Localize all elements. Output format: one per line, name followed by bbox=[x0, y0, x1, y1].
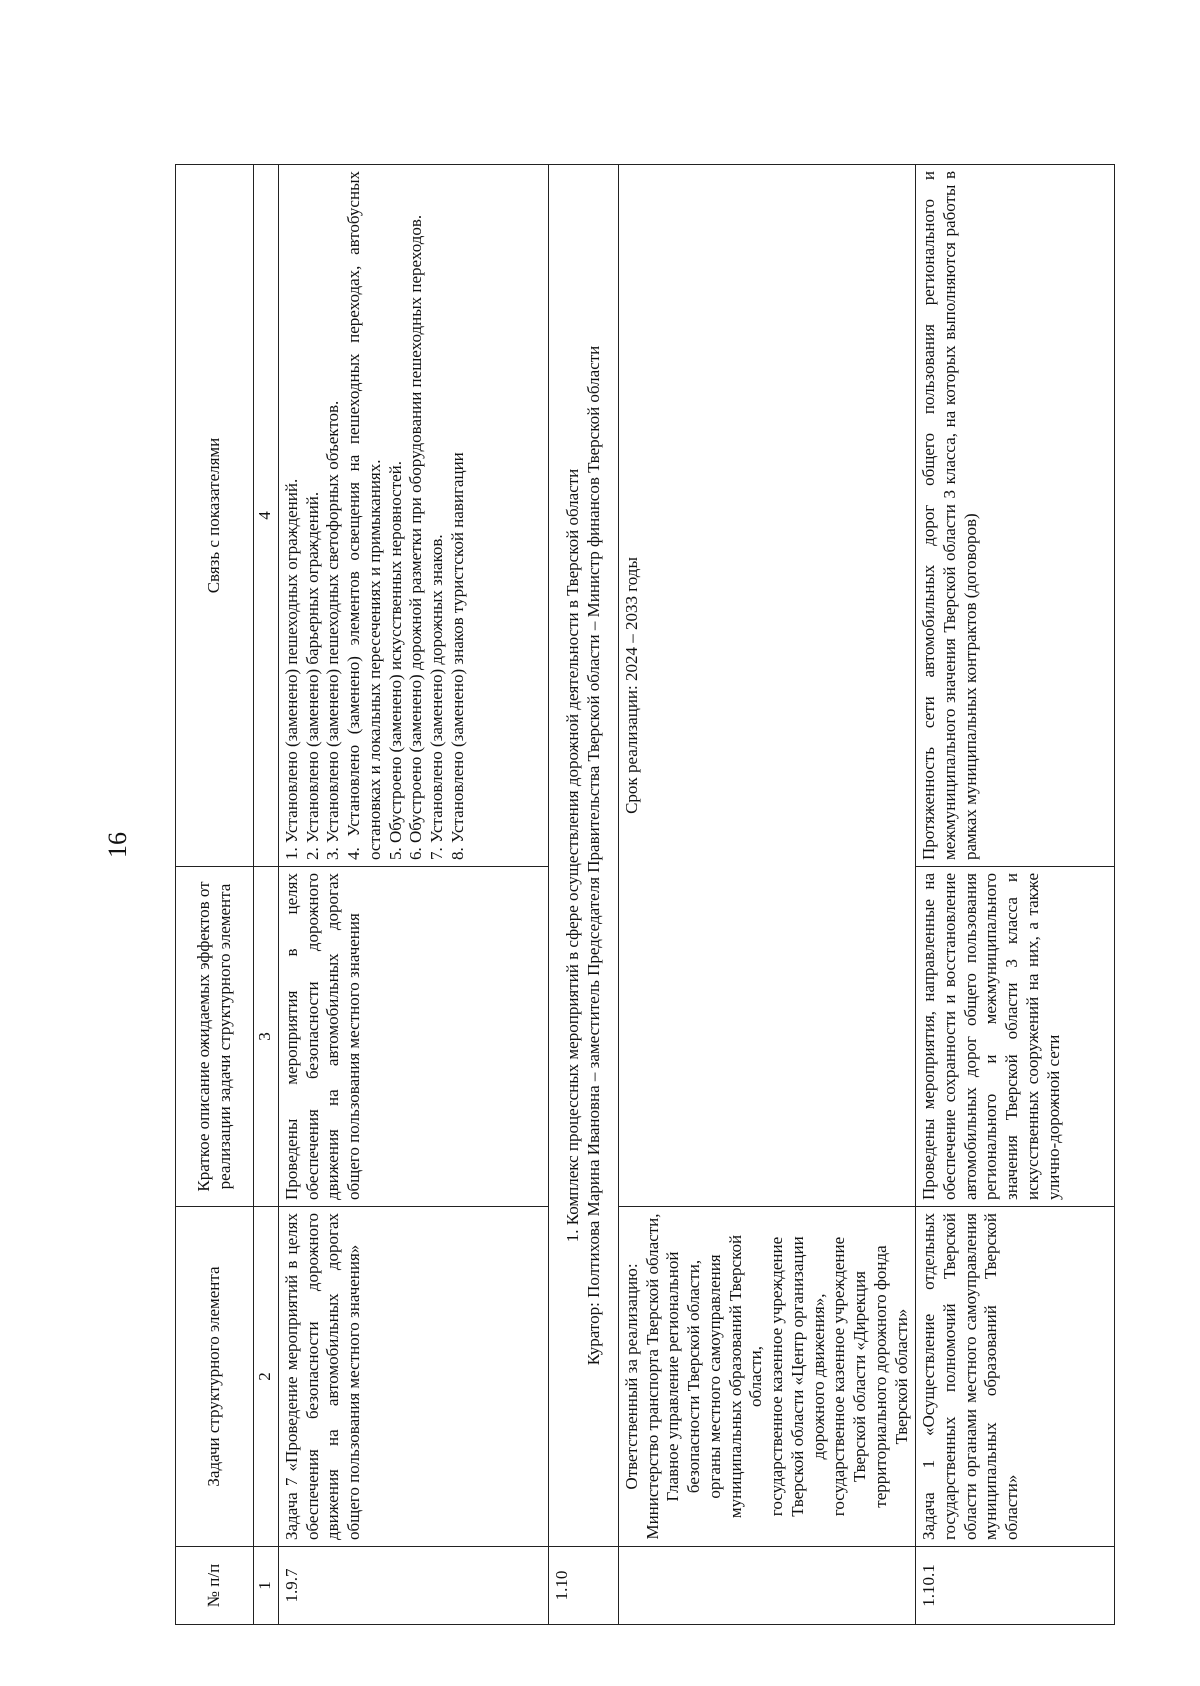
column-number-4: 4 bbox=[254, 165, 279, 867]
empty-cell bbox=[619, 1547, 916, 1625]
task-cell: Задача 1 «Осуществление отдельных государственных полномочий Тверской области органами местного самоуправления муниципальных образований Тверской области» bbox=[916, 1207, 1115, 1547]
program-table bbox=[175, 164, 1115, 1625]
list-item: 8. Установлено (заменено) знаков туристской навигации bbox=[447, 452, 467, 860]
effects-cell: Проведены мероприятия в целях обеспечения безопасности дорожного движения на автомобильных дорогах общего пользования местного значения bbox=[279, 867, 549, 1207]
column-number-3: 3 bbox=[254, 867, 279, 1207]
row-number: 1.10 bbox=[549, 1547, 619, 1625]
task-cell: Задача 7 «Проведение мероприятий в целях обеспечения безопасности дорожного движения на автомобильных дорогах общего пользования местного значения» bbox=[279, 1207, 549, 1547]
list-item: 1. Установлено (заменено) пешеходных ограждений. bbox=[282, 478, 301, 860]
list-item: 2. Установлено (заменено) барьерных ограждений. bbox=[302, 491, 322, 860]
list-item: 5. Обустроено (заменено) искусственных неровностей. bbox=[385, 460, 405, 860]
table-row-1-9-7 bbox=[279, 165, 549, 1625]
table-row-1-10 bbox=[549, 165, 619, 1625]
table-row-responsible bbox=[619, 165, 916, 1625]
complex-title: 1. Комплекс процессных мероприятий в сфере осуществления дорожной деятельности в Тверской области bbox=[562, 468, 582, 1243]
responsible-item: органы местного самоуправления муниципальных образований Тверской области, bbox=[704, 1234, 766, 1519]
header-effects: Краткое описание ожидаемых эффектов от реализации задачи структурного элемента bbox=[176, 867, 254, 1207]
list-item: 6. Обустроено (заменено) дорожной разметки при оборудовании пешеходных переходов. bbox=[406, 214, 426, 860]
effects-cell: Проведены мероприятия, направленные на обеспечение сохранности и восстановление автомобильных дорог общего пользования регионального и межмуниципального значения Тверской области 3 класса и искусственных сооружений на них, а также улично-дорожной сети bbox=[916, 867, 1115, 1207]
header-task: Задачи структурного элемента bbox=[176, 1207, 254, 1547]
indicators-cell bbox=[279, 165, 549, 867]
period-cell: Срок реализации: 2024 – 2033 годы bbox=[619, 165, 916, 1207]
rotated-table-frame bbox=[175, 165, 1115, 1625]
responsible-heading: Ответственный за реализацию: bbox=[622, 1263, 641, 1490]
row-number: 1.9.7 bbox=[279, 1547, 549, 1625]
responsible-item: Главное управление региональной безопасности Тверской области, bbox=[663, 1251, 704, 1502]
indicators-cell: Протяженность сети автомобильных дорог общего пользования регионального и межмуниципального значения Тверской области 3 класса, на которых выполняются работы в рамках муниципальных контрактов (договоров) bbox=[916, 165, 1115, 867]
responsible-item: государственное казенное учреждение Тверской области «Центр организации дорожного движения», bbox=[767, 1236, 828, 1517]
table-row-1-10-1 bbox=[916, 165, 1115, 1625]
header-row bbox=[176, 165, 254, 1625]
responsible-item: Министерство транспорта Тверской области, bbox=[642, 1213, 662, 1540]
column-number-2: 2 bbox=[254, 1207, 279, 1547]
header-num: № п/п bbox=[176, 1547, 254, 1625]
responsible-item: государственное казенное учреждение Тверской области «Дирекция территориального дорожного фонда Тверской области» bbox=[829, 1236, 911, 1517]
list-item: 4. Установлено (заменено) элементов освещения на пешеходных переходах, автобусных остановках и локальных пересечениях и примыканиях. bbox=[344, 171, 384, 860]
page-number: 16 bbox=[103, 832, 132, 858]
responsible-cell bbox=[619, 1207, 916, 1547]
list-item: 7. Установлено (заменено) дорожных знаков. bbox=[427, 534, 447, 860]
list-item: 3. Установлено (заменено) пешеходных светофорных объектов. bbox=[323, 400, 343, 860]
row-number: 1.10.1 bbox=[916, 1547, 1115, 1625]
header-indicators: Связь с показателями bbox=[176, 165, 254, 867]
column-number-row bbox=[254, 165, 279, 1625]
indicators-list bbox=[282, 171, 469, 860]
complex-title-cell bbox=[549, 165, 619, 1547]
column-number-1: 1 bbox=[254, 1547, 279, 1625]
curator: Куратор: Полтихова Марина Ивановна – заместитель Председателя Правительства Тверской области – Министр финансов Тверской области bbox=[583, 345, 603, 1366]
